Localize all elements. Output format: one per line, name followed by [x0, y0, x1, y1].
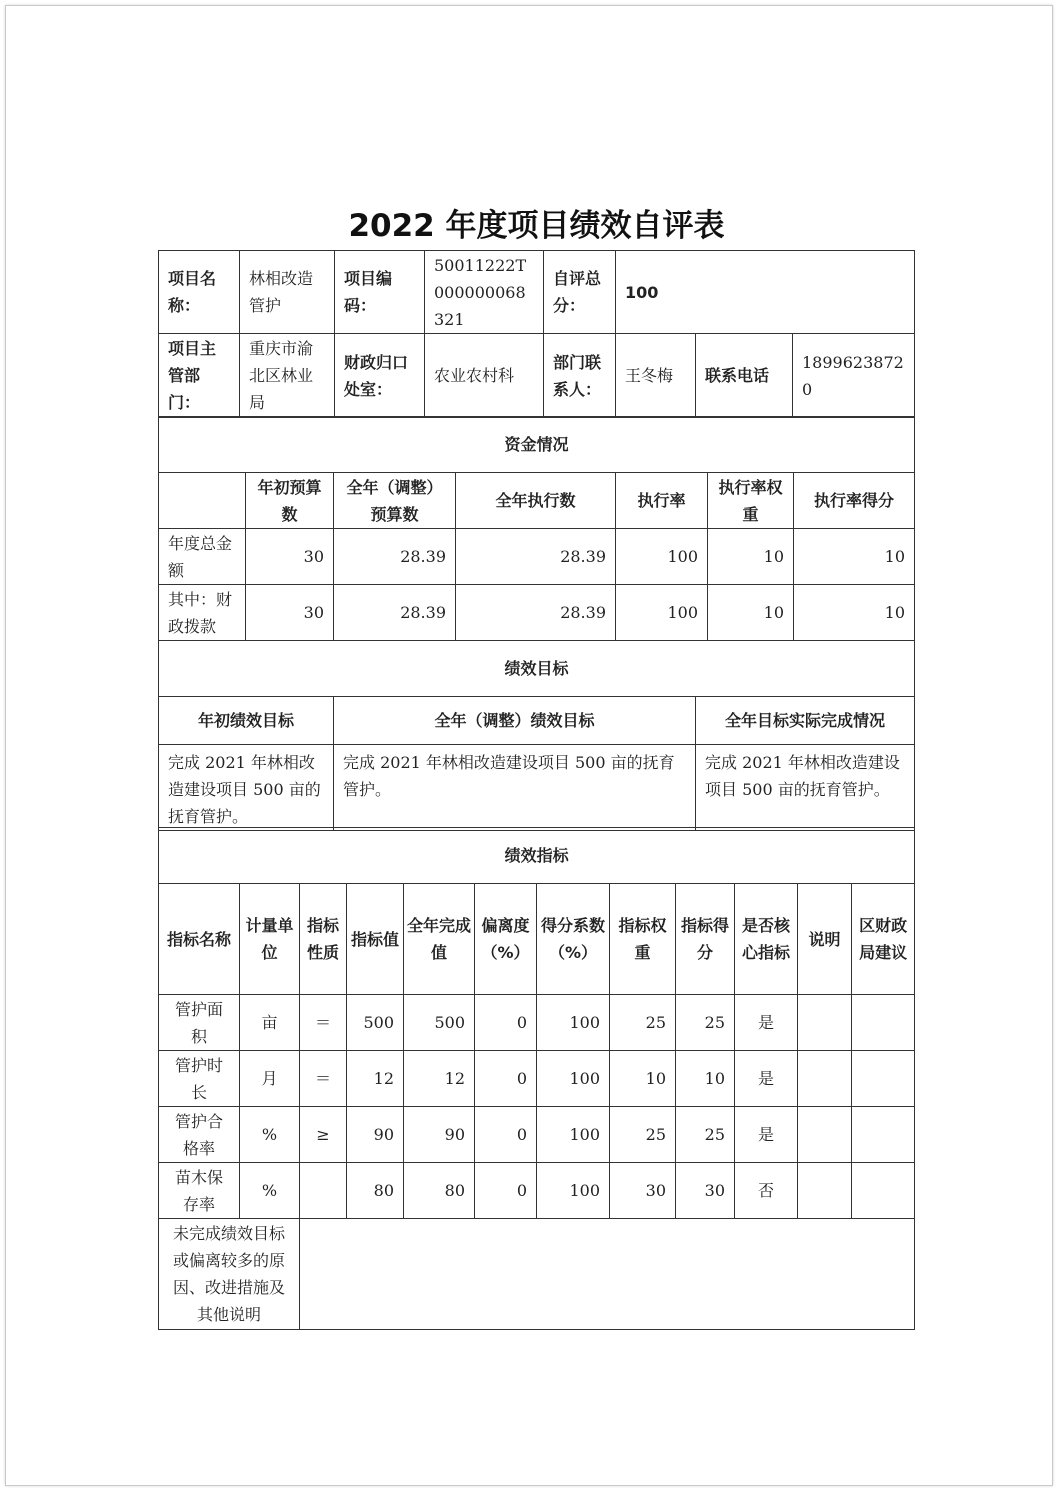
indicator-header-cell: 计量单位: [240, 884, 300, 995]
indicator-name: 管护合格率: [159, 1107, 240, 1163]
document-title: 2022 年度项目绩效自评表: [348, 208, 725, 244]
indicator-cell: ≥: [300, 1107, 347, 1163]
goals-header-cell: 全年目标实际完成情况: [696, 697, 915, 745]
indicator-cell: 否: [735, 1163, 798, 1219]
indicator-cell: 90: [347, 1107, 404, 1163]
funds-row-label: 其中：财政拨款: [159, 585, 246, 641]
funds-header-cell: 执行率得分: [794, 473, 915, 529]
indicator-cell: 500: [347, 995, 404, 1051]
table-row: [159, 1107, 915, 1163]
indicator-header-cell: 是否核心指标: [735, 884, 798, 995]
funds-row-label: 年度总金额: [159, 529, 246, 585]
indicator-cell: 80: [347, 1163, 404, 1219]
indicator-cell: 月: [240, 1051, 300, 1107]
indicator-cell: 500: [404, 995, 475, 1051]
indicator-header-cell: 指标权重: [610, 884, 676, 995]
funds-section-title: 资金情况: [159, 417, 915, 473]
remarks-label: 未完成绩效目标或偏离较多的原因、改进措施及其他说明: [159, 1219, 300, 1330]
funds-cell: 100: [616, 529, 708, 585]
funds-cell: 28.39: [456, 529, 616, 585]
funds-cell: 30: [246, 529, 334, 585]
indicator-cell: 12: [404, 1051, 475, 1107]
actual-completion: 完成 2021 年林相改造建设项目 500 亩的抚育管护。: [696, 745, 915, 831]
contact-value: 王冬梅: [616, 334, 696, 418]
funds-header-cell: [159, 473, 246, 529]
indicator-cell: 100: [537, 1163, 610, 1219]
indicator-cell: 10: [676, 1051, 735, 1107]
indicator-header-cell: 指标得分: [676, 884, 735, 995]
indicator-name: 苗木保存率: [159, 1163, 240, 1219]
indicator-name: 管护时长: [159, 1051, 240, 1107]
project-code-value: 50011222T000000068321: [425, 251, 544, 334]
self-score-value: 100: [616, 251, 915, 334]
indicator-cell: 是: [735, 1107, 798, 1163]
indicator-cell: 30: [676, 1163, 735, 1219]
indicator-cell: 0: [475, 995, 537, 1051]
indicator-header-cell: 说明: [798, 884, 852, 995]
indicator-cell: [852, 995, 915, 1051]
indicator-cell: 80: [404, 1163, 475, 1219]
funds-cell: 10: [708, 529, 794, 585]
funds-header-cell: 年初预算数: [246, 473, 334, 529]
funds-table: [158, 416, 915, 641]
indicator-cell: ＝: [300, 995, 347, 1051]
funds-cell: 10: [794, 585, 915, 641]
goals-section-title: 绩效目标: [159, 641, 915, 697]
indicator-cell: [300, 1163, 347, 1219]
funds-header-cell: 全年执行数: [456, 473, 616, 529]
indicator-cell: [798, 995, 852, 1051]
funds-cell: 10: [794, 529, 915, 585]
funds-cell: 10: [708, 585, 794, 641]
finance-value: 农业农村科: [425, 334, 544, 418]
funds-header-cell: 执行率权重: [708, 473, 794, 529]
phone-label: 联系电话: [696, 334, 793, 418]
initial-goal: 完成 2021 年林相改造建设项目 500 亩的抚育管护。: [159, 745, 334, 831]
indicator-cell: [798, 1163, 852, 1219]
dept-value: 重庆市渝北区林业局: [240, 334, 335, 418]
funds-cell: 100: [616, 585, 708, 641]
funds-cell: 28.39: [334, 585, 456, 641]
indicator-cell: [852, 1107, 915, 1163]
indicator-cell: 12: [347, 1051, 404, 1107]
indicator-cell: 25: [610, 995, 676, 1051]
funds-cell: 30: [246, 585, 334, 641]
table-row: [159, 1051, 915, 1107]
indicators-table: [158, 827, 915, 1330]
indicator-cell: %: [240, 1163, 300, 1219]
funds-header-cell: 全年（调整）预算数: [334, 473, 456, 529]
indicator-cell: 0: [475, 1163, 537, 1219]
indicator-cell: [852, 1051, 915, 1107]
indicator-header-cell: 偏离度（%）: [475, 884, 537, 995]
indicator-header-cell: 全年完成值: [404, 884, 475, 995]
remarks-row: [159, 1219, 915, 1330]
indicators-section-title: 绩效指标: [159, 828, 915, 884]
indicator-cell: 25: [676, 1107, 735, 1163]
table-row: [159, 995, 915, 1051]
indicator-cell: 0: [475, 1051, 537, 1107]
funds-cell: 28.39: [334, 529, 456, 585]
indicator-cell: 25: [676, 995, 735, 1051]
contact-label: 部门联系人：: [544, 334, 616, 418]
project-name-label: 项目名称：: [159, 251, 240, 334]
indicator-cell: [852, 1163, 915, 1219]
table-row: [159, 529, 915, 585]
project-name-value: 林相改造管护: [240, 251, 335, 334]
indicator-header-cell: 得分系数（%）: [537, 884, 610, 995]
project-info-table: [158, 250, 915, 418]
goals-header-cell: 全年（调整）绩效目标: [334, 697, 696, 745]
indicator-name: 管护面积: [159, 995, 240, 1051]
project-code-label: 项目编码：: [335, 251, 425, 334]
finance-label: 财政归口处室：: [335, 334, 425, 418]
adjusted-goal: 完成 2021 年林相改造建设项目 500 亩的抚育管护。: [334, 745, 696, 831]
indicator-cell: 30: [610, 1163, 676, 1219]
funds-header-cell: 执行率: [616, 473, 708, 529]
indicator-cell: 是: [735, 995, 798, 1051]
indicator-cell: 100: [537, 1051, 610, 1107]
indicator-cell: 100: [537, 1107, 610, 1163]
indicator-cell: 90: [404, 1107, 475, 1163]
table-row: [159, 585, 915, 641]
indicator-header-cell: 指标值: [347, 884, 404, 995]
indicator-cell: %: [240, 1107, 300, 1163]
indicator-cell: 0: [475, 1107, 537, 1163]
indicator-cell: [798, 1107, 852, 1163]
indicator-cell: 10: [610, 1051, 676, 1107]
indicator-cell: ＝: [300, 1051, 347, 1107]
indicator-cell: 25: [610, 1107, 676, 1163]
indicator-header-cell: 指标名称: [159, 884, 240, 995]
table-row: [159, 1163, 915, 1219]
indicator-header-cell: 区财政局建议: [852, 884, 915, 995]
indicator-cell: 100: [537, 995, 610, 1051]
funds-cell: 28.39: [456, 585, 616, 641]
self-score-label: 自评总分：: [544, 251, 616, 334]
goals-table: [158, 640, 915, 831]
indicator-cell: 亩: [240, 995, 300, 1051]
phone-value: 18996238720: [793, 334, 915, 418]
indicators-header-row: [159, 884, 915, 995]
indicator-cell: [798, 1051, 852, 1107]
dept-label: 项目主管部门：: [159, 334, 240, 418]
remarks-value: [300, 1219, 915, 1330]
indicator-cell: 是: [735, 1051, 798, 1107]
indicator-header-cell: 指标性质: [300, 884, 347, 995]
goals-header-cell: 年初绩效目标: [159, 697, 334, 745]
